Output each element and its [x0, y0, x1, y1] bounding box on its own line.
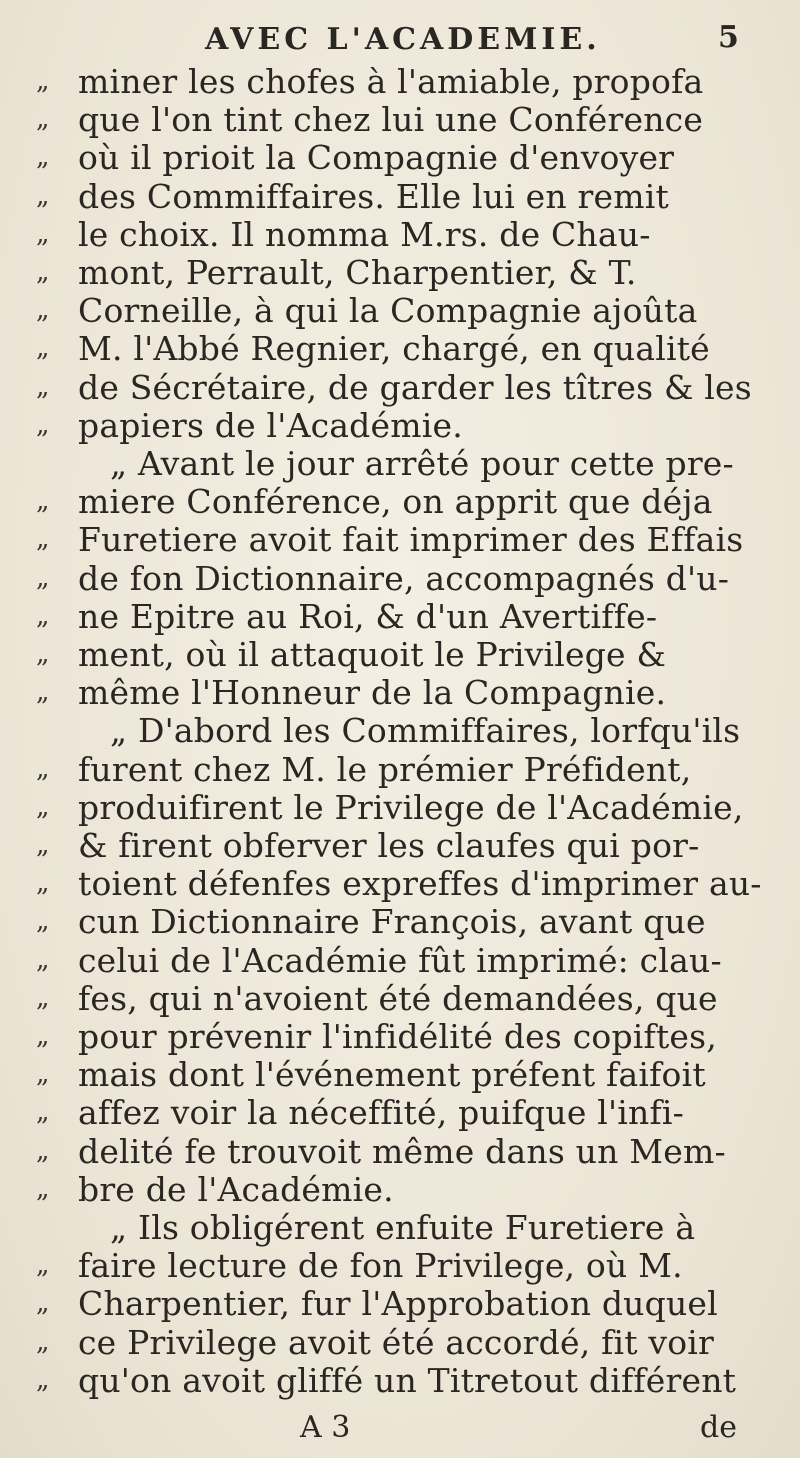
quote-mark: „: [36, 677, 50, 708]
quote-mark: „: [36, 982, 50, 1013]
signature-mark: A 3: [300, 1410, 351, 1445]
line-text: de Sécrétaire, de garder les tîtres & les: [78, 367, 752, 407]
text-line: [0, 1361, 800, 1401]
line-text: Charpentier, fur l'Approbation duquel: [78, 1284, 718, 1324]
quote-mark: „: [36, 753, 50, 784]
text-line: [0, 444, 800, 484]
line-text: où il prioit la Compagnie d'envoyer: [78, 138, 675, 178]
text-line: [0, 635, 800, 675]
line-text: Furetiere avoit fait imprimer des Effais: [78, 520, 744, 560]
line-text: faire lecture de fon Privilege, où M.: [78, 1246, 683, 1286]
text-line: [0, 1323, 800, 1363]
line-text: produifirent le Privilege de l'Académie,: [78, 787, 744, 827]
quote-mark: „: [36, 524, 50, 555]
text-line: [0, 1246, 800, 1286]
quote-mark: „: [36, 142, 50, 173]
text-line: [0, 1017, 800, 1057]
catchword: de: [700, 1410, 737, 1445]
quote-mark: „: [36, 868, 50, 899]
running-title: AVEC L'ACADEMIE.: [205, 22, 601, 57]
quote-mark: „: [36, 295, 50, 326]
quote-mark: „: [36, 486, 50, 517]
text-line: [0, 788, 800, 828]
text-line: [0, 750, 800, 790]
line-text: même l'Honneur de la Compagnie.: [78, 673, 667, 713]
text-line: [0, 1208, 800, 1248]
quote-mark: „: [36, 1135, 50, 1166]
line-text: delité fe trouvoit même dans un Mem-: [78, 1131, 726, 1171]
text-line: [0, 253, 800, 293]
quote-mark: „: [36, 66, 50, 96]
quote-mark: „: [36, 1059, 50, 1090]
text-line: [0, 902, 800, 942]
line-text: toient défenfes expreffes d'imprimer au-: [78, 864, 762, 904]
text-line: [0, 1132, 800, 1172]
quote-mark: „: [36, 1173, 50, 1204]
line-text: affez voir la néceffité, puifque l'infi-: [78, 1093, 684, 1133]
line-text: qu'on avoit gliffé un Titretout différent: [78, 1360, 737, 1400]
quote-mark: „: [36, 257, 50, 287]
line-text: celui de l'Académie fût imprimé: clau-: [78, 940, 722, 980]
text-line: [0, 711, 800, 751]
text-line: [0, 62, 800, 102]
line-text: papiers de l'Académie.: [78, 405, 463, 445]
quote-mark: „: [36, 180, 50, 211]
line-text: de fon Dictionnaire, accompagnés d'u-: [78, 558, 730, 598]
page-number: 5: [718, 20, 739, 55]
line-text: Corneille, à qui la Compagnie ajoûta: [78, 291, 698, 331]
text-line: [0, 979, 800, 1019]
line-text: & firent obferver les claufes qui por-: [78, 826, 700, 865]
line-text: miner les chofes à l'amiable, propofa: [78, 62, 704, 101]
quote-mark: „: [36, 791, 50, 822]
quote-mark: „: [36, 1097, 50, 1128]
line-text: furent chez M. le prémier Préfident,: [78, 749, 692, 789]
text-line: [0, 368, 800, 408]
quote-mark: „: [36, 639, 50, 669]
text-line: [0, 215, 800, 255]
quote-mark: „: [36, 333, 50, 364]
text-line: [0, 597, 800, 637]
line-text: cun Dictionnaire François, avant que: [78, 902, 706, 942]
text-line: [0, 329, 800, 369]
text-line: [0, 520, 800, 560]
page-footer: [0, 1410, 800, 1450]
text-line: [0, 100, 800, 140]
line-text: M. l'Abbé Regnier, chargé, en qualité: [78, 329, 710, 369]
line-text: ce Privilege avoit été accordé, fit voir: [78, 1322, 715, 1362]
quote-mark: „: [36, 371, 50, 402]
line-text: ment, où il attaquoit le Privilege &: [78, 635, 667, 674]
text-line: [0, 864, 800, 904]
text-line: [0, 482, 800, 522]
line-text: mais dont l'événement préfent faifoit: [78, 1055, 706, 1095]
text-line: [0, 138, 800, 178]
line-text: le choix. Il nomma M.rs. de Chau-: [78, 214, 651, 254]
text-line: [0, 1093, 800, 1133]
quote-mark: „: [36, 104, 50, 135]
text-line: [0, 826, 800, 866]
quote-mark: „: [36, 1250, 50, 1281]
quote-mark: „: [36, 218, 50, 249]
quote-mark: „: [36, 1364, 50, 1395]
quote-mark: „: [36, 906, 50, 937]
text-line: [0, 1284, 800, 1324]
text-line: [0, 1170, 800, 1210]
text-line: [0, 1055, 800, 1095]
line-text: que l'on tint chez lui une Conférence: [78, 100, 704, 140]
quote-mark: „: [36, 830, 50, 860]
text-line: [0, 559, 800, 599]
quote-mark: „: [36, 1326, 50, 1357]
quote-mark: „: [36, 600, 50, 631]
line-text: bre de l'Académie.: [78, 1169, 394, 1209]
line-text: pour prévenir l'infidélité des copiftes,: [78, 1017, 717, 1056]
text-line: [0, 673, 800, 713]
text-line: [0, 177, 800, 217]
text-line: [0, 291, 800, 331]
running-head: [0, 14, 800, 64]
quote-mark: „: [36, 409, 50, 440]
line-text: „ Ils obligérent enfuite Furetiere à: [110, 1208, 696, 1247]
text-line: [0, 406, 800, 446]
line-text: „ D'abord les Commiffaires, lorfqu'ils: [110, 711, 741, 751]
line-text: ne Epitre au Roi, & d'un Avertiffe-: [78, 596, 658, 636]
quote-mark: „: [36, 562, 50, 593]
line-text: mont, Perrault, Charpentier, & T.: [78, 253, 637, 292]
line-text: „ Avant le jour arrêté pour cette pre-: [110, 444, 734, 483]
line-text: fes, qui n'avoient été demandées, que: [78, 978, 718, 1018]
quote-mark: „: [36, 1288, 50, 1319]
quote-mark: „: [36, 944, 50, 975]
line-text: miere Conférence, on apprit que déja: [78, 482, 713, 522]
line-text: des Commiffaires. Elle lui en remit: [78, 176, 669, 216]
text-line: [0, 941, 800, 981]
quote-mark: „: [36, 1021, 50, 1051]
